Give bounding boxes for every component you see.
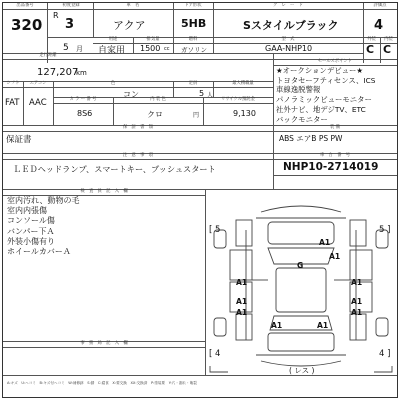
equipment-header: 装 備: [330, 125, 340, 130]
month-unit: 月: [76, 45, 83, 53]
first-reg-month: 5: [63, 43, 69, 53]
car-name-header: 車 名: [126, 3, 140, 8]
feature-6: バックモニター: [276, 114, 328, 124]
diagram-right-four: 4 ]: [379, 349, 391, 359]
recycle-header: リサイクル預託金: [221, 97, 255, 102]
damage-mark-a1-left-rear-door: A1: [236, 297, 248, 306]
inspector-note-5: 外装小傷有り: [7, 236, 55, 246]
chassis-number: NHP10-2714019: [283, 161, 379, 173]
warranty-value: 保証書: [6, 135, 32, 145]
color-code-header: カ ラ ー 番 号: [69, 97, 97, 102]
feature-2: トヨタセーフティセンス、ICS: [276, 75, 376, 85]
inspector-note-2: 室内内張傷: [7, 206, 47, 216]
notes-value: ＬＥＤヘッドランプ、スマートキー、プッシュスタート: [13, 164, 216, 174]
car-name: アクア: [113, 19, 146, 32]
mileage-unit: km: [76, 69, 87, 77]
era-letter: R: [53, 11, 59, 20]
exterior-grade: C: [366, 43, 375, 56]
auction-sheet: [2, 2, 398, 398]
doors-header: ドア形状: [184, 3, 202, 8]
max-load-header: 最大積載量: [232, 81, 254, 86]
model-header: 型 式: [281, 37, 295, 42]
damage-mark-a1-left-front-door: A1: [236, 278, 248, 287]
cc-unit: cc: [164, 46, 170, 52]
inspector-note-6: ホイールカバーＡ: [7, 247, 71, 256]
color-value: コン: [123, 90, 139, 99]
ac-header: エアコン: [29, 81, 47, 86]
color-header: 色: [110, 81, 116, 86]
ac-value: AAC: [29, 98, 47, 108]
sales-point-header: セールスポイント: [318, 59, 352, 64]
fuel-value: ガソリン: [181, 46, 207, 54]
diagram-left-five: [ 5: [209, 225, 221, 235]
damage-legend: A:キズ U:ヘコミ B:キズ付ヘコミ W:補修跡 S:錆 C:腐食 X:要交換 XX:交換済 P:塗装要 Y:穴・割れ・亀裂: [7, 381, 197, 385]
grade-name: Sスタイルブラック: [243, 19, 339, 32]
damage-mark-a1-right-front-door: A1: [351, 278, 363, 287]
inspector-note-1: 室内汚れ、動物の毛: [7, 196, 80, 205]
score-value: 4: [374, 18, 384, 33]
displacement-value: 1500: [140, 44, 161, 53]
mileage-header: 走行距離: [39, 53, 57, 58]
diagram-right-five: 5 ]: [379, 225, 391, 235]
interior-color-value: クロ: [147, 110, 163, 119]
diagram-bottom-label: ( レス ): [289, 366, 315, 375]
warranty-header: 保 証 書 類: [122, 125, 154, 130]
shift-value: FAT: [5, 98, 20, 108]
damage-mark-a1-front-hood: A1: [319, 238, 331, 247]
grade-header: グ レ ー ド: [272, 3, 304, 8]
lot-number-header: 出品番号: [16, 3, 34, 8]
interior-color-header: 内 装 色: [150, 97, 166, 102]
office-header: 事 務 局 記 入 欄: [80, 341, 128, 346]
damage-mark-a1-left-rear-panel: A1: [236, 308, 248, 317]
feature-1: ★オークションデビュー★: [276, 66, 364, 75]
fuel-header: 燃料: [188, 37, 198, 42]
score-header: 評価点: [373, 3, 387, 8]
diagram-left-four: [ 4: [209, 349, 221, 359]
inspector-note-4: バンパー下Ａ: [7, 226, 55, 236]
displacement-header: 排気量: [146, 37, 160, 42]
chassis-header: 車 台 番 号: [319, 153, 351, 158]
interior-grade: C: [383, 43, 392, 56]
damage-mark-g-roof: G: [297, 261, 304, 270]
usage-header: 用途: [108, 37, 118, 42]
car-damage-diagram: [206, 190, 396, 374]
inspector-header: 検 査 員 記 入 欄: [80, 189, 128, 194]
equipment-value: ABS エアB PS PW: [279, 134, 343, 143]
damage-mark-a1-rear-bumper-left: A1: [271, 321, 283, 330]
recycle-value: 9,130: [233, 109, 256, 118]
capacity-value: 5: [199, 89, 205, 98]
exterior-header: 外装: [367, 37, 376, 42]
first-reg-header: 初度登録: [62, 3, 80, 8]
capacity-unit: 人: [207, 92, 214, 99]
inspector-note-3: コンソール傷: [7, 216, 55, 226]
feature-3: 車線逸脱警報: [276, 85, 321, 95]
mileage-value: 127,207: [37, 67, 79, 78]
yen-unit: 円: [193, 112, 200, 119]
shift-header: シフト: [6, 81, 20, 86]
usage-value: 自家用: [98, 46, 126, 56]
feature-4: パノラミックビューモニター: [276, 95, 372, 105]
lot-number: 320: [11, 16, 43, 34]
capacity-header: 定員: [188, 81, 198, 86]
damage-mark-a1-right-rear-panel: A1: [351, 308, 363, 317]
model-code: GAA-NHP10: [265, 44, 313, 53]
interior-header: 内装: [384, 37, 393, 42]
color-code-value: 8S6: [77, 109, 93, 118]
first-reg-year: 3: [65, 17, 75, 32]
door-type: 5HB: [181, 17, 207, 30]
damage-mark-a1-front-right: A1: [329, 252, 341, 261]
damage-mark-a1-right-rear-door: A1: [351, 297, 363, 306]
damage-mark-a1-rear-bumper-right: A1: [317, 321, 329, 330]
notes-header: 注 意 事 項: [122, 153, 154, 158]
feature-5: 社外ナビ、地デジTV、ETC: [276, 104, 366, 114]
